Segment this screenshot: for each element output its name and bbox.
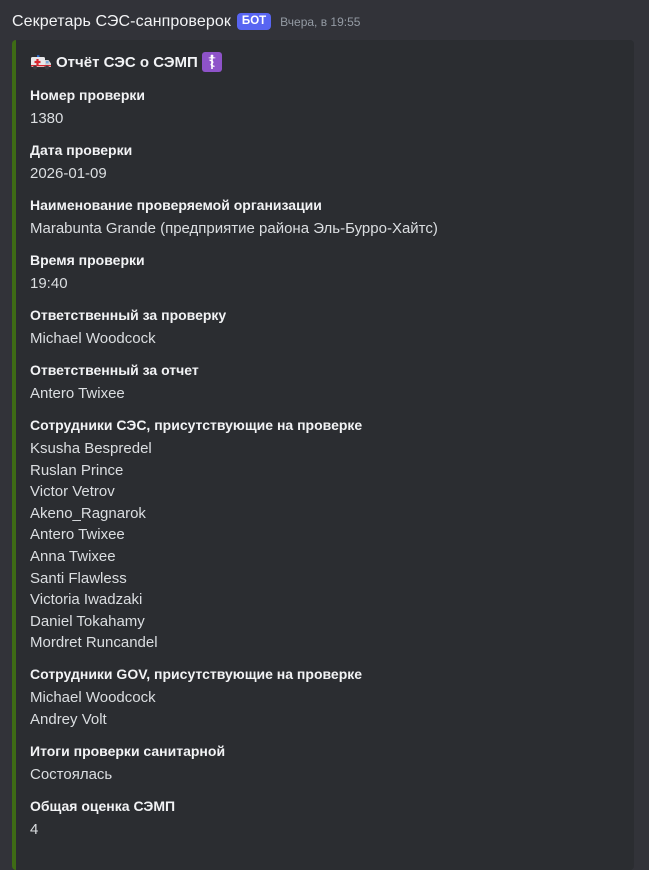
bot-username[interactable]: Секретарь СЭС-санпроверок bbox=[12, 13, 231, 30]
field-gov-staff: Сотрудники GOV, присутствующие на проверке Michael Woodcock Andrey Volt bbox=[30, 665, 362, 730]
ses-staff-list bbox=[30, 438, 362, 654]
field-overall-score: Общая оценка СЭМП 4 bbox=[30, 798, 176, 838]
field-ses-staff: Сотрудники СЭС, присутствующие на проверке Ksusha Bespredel Ruslan Prince Victor Vetrov Akeno_Ragnarok Antero Twixee Anna Twixee Santi Flawless Victoria Iwadzaki Daniel Tokahamy Mordret Runcandel bbox=[30, 416, 362, 654]
list-item: Michael Woodcock bbox=[30, 689, 156, 706]
list-item: Antero Twixee bbox=[30, 526, 125, 544]
field-sanitary-result: Итоги проверки санитарной Состоялась bbox=[30, 743, 226, 783]
list-item: Victor Vetrov bbox=[30, 483, 115, 501]
field-responsible-report: Ответственный за отчет Antero Twixee bbox=[30, 362, 199, 402]
list-item: Anna Twixee bbox=[30, 547, 116, 565]
medical-symbol-icon bbox=[202, 52, 222, 72]
message-timestamp[interactable]: Вчера, в 19:55 bbox=[280, 15, 361, 29]
bot-tag: БОТ bbox=[237, 13, 271, 30]
field-responsible-inspection: Ответственный за проверку Michael Woodcock bbox=[30, 307, 227, 347]
field-organization: Наименование проверяемой организации Marabunta Grande (предприятие района Эль-Бурро-Хайтс) bbox=[30, 197, 438, 237]
ambulance-icon bbox=[30, 54, 52, 70]
field-inspection-number: Номер проверки 1380 bbox=[30, 87, 145, 127]
embed-title bbox=[30, 52, 222, 72]
list-item: Ksusha Bespredel bbox=[30, 440, 152, 457]
report-embed bbox=[12, 40, 634, 870]
list-item: Daniel Tokahamy bbox=[30, 612, 145, 630]
field-inspection-time: Время проверки 19:40 bbox=[30, 252, 145, 292]
list-item: Santi Flawless bbox=[30, 569, 127, 587]
list-item: Akeno_Ragnarok bbox=[30, 504, 146, 522]
list-item: Ruslan Prince bbox=[30, 461, 124, 479]
list-item: Mordret Runcandel bbox=[30, 634, 158, 652]
field-inspection-date: Дата проверки 2026-01-09 bbox=[30, 142, 133, 182]
message-header bbox=[12, 13, 360, 31]
list-item: Andrey Volt bbox=[30, 710, 107, 728]
gov-staff-list bbox=[30, 687, 362, 730]
list-item: Victoria Iwadzaki bbox=[30, 591, 143, 609]
embed-title-text: Отчёт СЭС о СЭМП bbox=[56, 53, 198, 71]
